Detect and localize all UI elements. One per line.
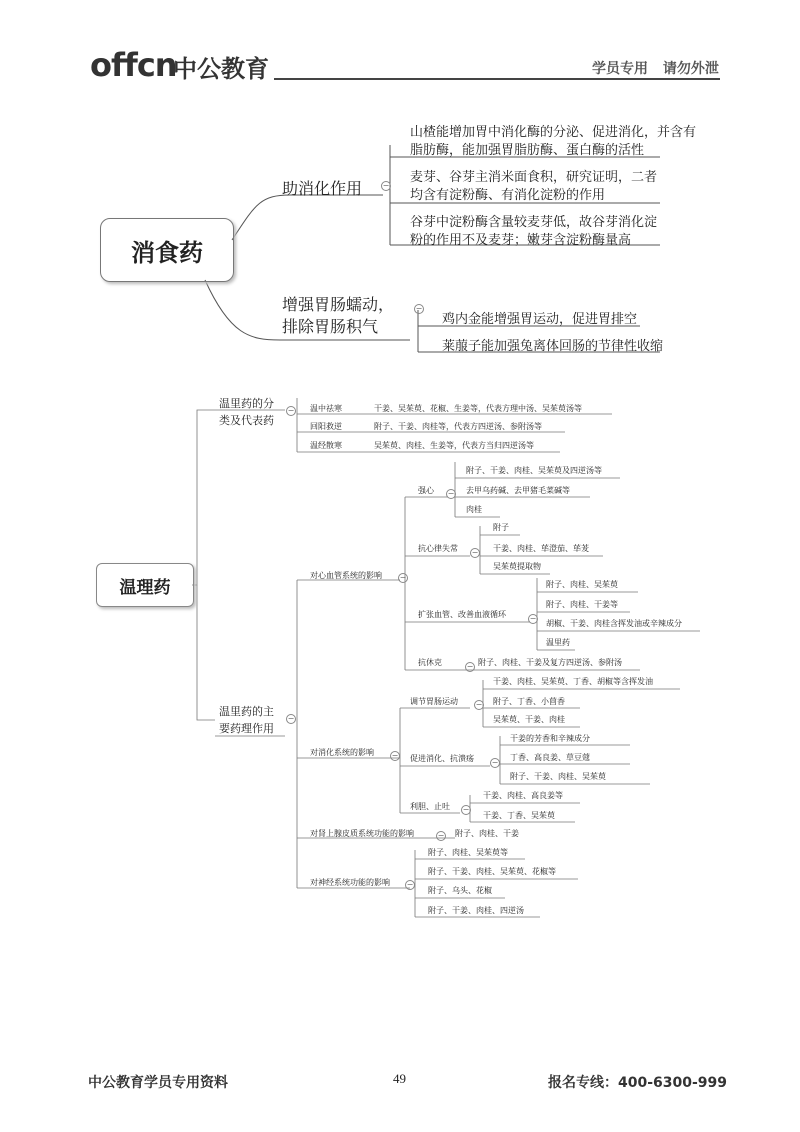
collapse-toggle-icon[interactable]: − <box>382 181 390 190</box>
class-name: 温中祛寒 <box>310 404 342 413</box>
item-text: 均含有淀粉酶、有消化淀粉的作用 <box>410 188 606 203</box>
item-text: 山楂能增加胃中消化酶的分泌、促进消化，并含有 <box>410 125 697 140</box>
item-text: 干姜、肉桂、荜澄茄、荜茇 <box>493 544 589 553</box>
collapse-toggle-icon[interactable]: − <box>406 880 414 889</box>
item-text: 附子、干姜、肉桂、吴茱萸、花椒等 <box>428 867 556 876</box>
item-text: 脂肪酶，能加强胃脂肪酶、蛋白酶的活性 <box>410 143 645 158</box>
item-text: 附子、干姜、肉桂、四逆汤 <box>428 906 524 915</box>
collapse-toggle-icon[interactable]: − <box>399 573 407 582</box>
item-text: 附子、肉桂、干姜等 <box>546 600 618 609</box>
footer-label: 中公教育学员专用资料 <box>88 1075 228 1091</box>
branch-effects: 温里药的主 <box>219 705 274 718</box>
item-text: 莱菔子能加强兔离体回肠的节律性收缩 <box>442 339 664 354</box>
collapse-toggle-icon[interactable]: − <box>475 700 483 709</box>
collapse-toggle-icon[interactable]: − <box>415 304 423 313</box>
item-text: 吴茱萸、干姜、肉桂 <box>493 715 565 724</box>
item-text: 附子、肉桂、干姜及复方四逆汤、参附汤 <box>478 658 622 667</box>
collapse-toggle-icon[interactable]: − <box>491 758 499 767</box>
brand-logo-latin: offcn <box>90 46 177 84</box>
class-detail: 干姜、吴茱萸、花椒、生姜等，代表方理中汤、吴茱萸汤等 <box>374 404 582 413</box>
item-text: 附子 <box>493 523 509 532</box>
item-text: 干姜、肉桂、高良姜等 <box>483 791 563 800</box>
item-text: 鸡内金能增强胃运动，促进胃排空 <box>442 312 638 327</box>
item-text: 干姜、丁香、吴茱萸 <box>483 811 555 820</box>
sub-promote-digestion: 促进消化、抗溃疡 <box>410 754 474 763</box>
branch-peristalsis: 排除胃肠积气 <box>282 317 379 336</box>
item-text: 附子、肉桂、吴茱萸等 <box>428 848 508 857</box>
class-detail: 附子、干姜、肉桂等，代表方四逆汤、参附汤等 <box>374 422 542 431</box>
collapse-toggle-icon[interactable]: − <box>391 751 399 760</box>
effect-digestive: 对消化系统的影响 <box>310 748 374 757</box>
effect-nervous: 对神经系统功能的影响 <box>310 878 390 887</box>
class-name: 温经散寒 <box>310 441 342 450</box>
item-text: 去甲乌药碱、去甲猪毛菜碱等 <box>466 486 570 495</box>
collapse-toggle-icon[interactable]: − <box>462 805 470 814</box>
sub-strong-heart: 强心 <box>418 486 434 495</box>
effect-cardio: 对心血管系统的影响 <box>310 571 382 580</box>
collapse-toggle-icon[interactable]: − <box>287 406 295 415</box>
collapse-toggle-icon[interactable]: − <box>471 548 479 557</box>
item-text: 丁香、高良姜、草豆蔻 <box>510 753 590 762</box>
item-text: 附子、干姜、肉桂、吴茱萸 <box>510 772 606 781</box>
collapse-toggle-icon[interactable]: − <box>466 662 474 671</box>
item-text: 谷芽中淀粉酶含量较麦芽低，故谷芽消化淀 <box>410 215 658 230</box>
item-text: 粉的作用不及麦芽；嫩芽含淀粉酶量高 <box>410 233 632 248</box>
footer-hotline: 报名专线：400-6300-999 <box>548 1075 728 1091</box>
item-text: 胡椒、干姜、肉桂含挥发油或辛辣成分 <box>546 619 682 628</box>
item-text: 肉桂 <box>466 505 482 514</box>
page-number: 49 <box>393 1071 406 1086</box>
class-detail: 吴茱萸、肉桂、生姜等，代表方当归四逆汤等 <box>374 441 534 450</box>
collapse-toggle-icon[interactable]: − <box>437 831 445 840</box>
branch-classes: 温里药的分 <box>219 397 274 410</box>
item-text: 干姜的芳香和辛辣成分 <box>510 734 590 743</box>
sub-choleretic: 利胆、止吐 <box>410 802 450 811</box>
collapse-toggle-icon[interactable]: − <box>447 489 455 498</box>
branch-effects: 要药理作用 <box>219 722 274 735</box>
sub-vasodilate: 扩张血管、改善血液循环 <box>418 610 506 619</box>
sub-motility: 调节胃肠运动 <box>410 697 458 706</box>
branch-peristalsis: 增强胃肠蠕动， <box>282 295 395 314</box>
branch-digestion-aid: 助消化作用 <box>282 179 363 198</box>
sub-antishock: 抗休克 <box>418 658 442 667</box>
root-node-digestive-herbs: 消食药 <box>100 218 234 282</box>
item-text: 附子、肉桂、吴茱萸 <box>546 580 618 589</box>
brand-logo-chinese: 中公教育 <box>173 55 269 83</box>
item-text: 附子、肉桂、干姜 <box>455 829 519 838</box>
item-text: 吴茱萸提取物 <box>493 562 541 571</box>
item-text: 温里药 <box>546 638 570 647</box>
header-notice: 学员专用 请勿外泄 <box>592 61 719 77</box>
item-text: 麦芽、谷芽主消米面食积，研究证明，二者 <box>410 170 658 185</box>
class-name: 回阳救逆 <box>310 422 342 431</box>
item-text: 干姜、肉桂、吴茱萸、丁香、胡椒等含挥发油 <box>493 677 653 686</box>
collapse-toggle-icon[interactable]: − <box>529 614 537 623</box>
effect-adrenal: 对肾上腺皮质系统功能的影响 <box>310 829 414 838</box>
collapse-toggle-icon[interactable]: − <box>287 714 295 723</box>
item-text: 附子、乌头、花椒 <box>428 886 492 895</box>
branch-classes: 类及代表药 <box>219 414 274 427</box>
sub-antiarrhythmia: 抗心律失常 <box>418 544 458 553</box>
item-text: 附子、丁香、小茴香 <box>493 697 565 706</box>
root-node-warming-herbs: 温理药 <box>96 563 194 607</box>
item-text: 附子、干姜、肉桂、吴茱萸及四逆汤等 <box>466 466 602 475</box>
